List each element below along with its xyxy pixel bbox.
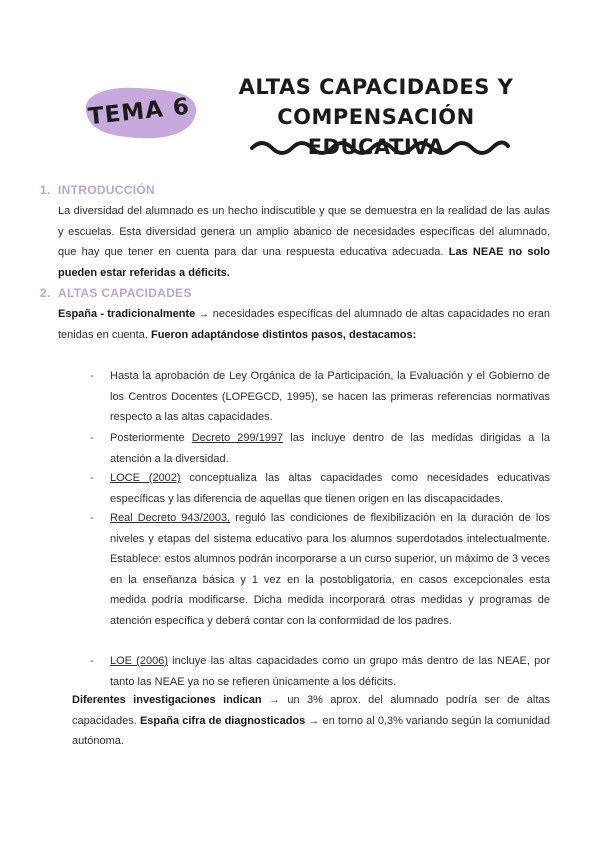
list-item-text <box>110 468 550 509</box>
intro-bold-text: Las NEAE no solo pueden estar referidas a déficits. <box>58 246 551 279</box>
law-reference: Real Decreto 943/2003, <box>110 512 231 524</box>
investigaciones-bold: Diferentes investigaciones indican <box>72 694 262 706</box>
intro-paragraph <box>58 201 550 283</box>
item-body: las incluye dentro de las medidas dirigidas a la atención a la diversidad. <box>110 432 550 465</box>
altas-intro-text: → necesidades específicas del alumnado de altas capacidades no eran tenidas en cuenta. <box>58 308 550 341</box>
item-prefix: Posteriormente <box>110 432 192 444</box>
investigaciones-text: → un 3% aprox. del alumnado podría ser de altas capacidades. <box>72 694 550 727</box>
dash-bullet: - <box>90 472 94 484</box>
diagnosticados-text: → en torno al 0,3% variando según la comunidad autónoma. <box>72 714 550 747</box>
section-heading-altas-capacidades <box>40 286 192 300</box>
diagnosticados-bold: España cifra de diagnosticados <box>139 714 306 727</box>
item-body: conceptualiza las altas capacidades como necesidades educativas específicas y las diferencia de aquellas que tienen origen en las discapacidades. <box>110 472 551 505</box>
intro-text: La diversidad del alumnado es un hecho indiscutible y que se demuestra en la realidad de las aulas y escuelas. Esta diversidad genera un amplio abanico de necesidades específicas del alumnado, que hay que tener en cuenta para dar una respuesta educativa adecuada. <box>58 205 550 258</box>
altas-intro-paragraph <box>58 304 550 345</box>
list-item-text <box>110 508 550 631</box>
section-number: 2. <box>40 286 51 300</box>
badge-label: TEMA 6 <box>86 93 192 131</box>
section-title: INTRODUCCIÓN <box>58 183 155 197</box>
section-number: 1. <box>40 183 51 197</box>
investigaciones-paragraph <box>72 690 550 752</box>
dash-bullet: - <box>90 370 94 382</box>
dash-bullet: - <box>90 655 94 667</box>
section-heading-introduccion <box>40 183 155 197</box>
law-reference: LOE (2006) <box>110 655 168 667</box>
title-line-1: ALTAS CAPACIDADES Y <box>238 75 514 99</box>
document-header <box>0 0 600 170</box>
topic-badge <box>78 82 200 142</box>
law-reference: Decreto 299/1997 <box>191 432 284 444</box>
section-title: ALTAS CAPACIDADES <box>58 286 192 300</box>
list-item-text: Hasta la aprobación de Ley Orgánica de la Participación, la Evaluación y el Gobierno de los Centros Docentes (LOPEGCD, 1995), se hacen las primeras referencias normativas respecto a las altas capacidades. <box>110 370 550 423</box>
list-item <box>90 428 550 470</box>
pasos-bold: Fueron adaptándose distintos pasos, destacamos: <box>150 328 417 341</box>
title-line-2: COMPENSACIÓN EDUCATIVA <box>277 105 475 159</box>
item-body: incluye las altas capacidades como un grupo más dentro de las NEAE, por tanto las NEAE ya no se refieren únicamente a los déficits. <box>110 655 550 688</box>
espana-bold: España - tradicionalmente <box>58 308 196 320</box>
item-body: reguló las condiciones de flexibilización en la duración de los niveles y etapas del sistema educativo para los alumnos superdotados intelectualmente. Establece: estos alumnos podrán incorporarse a un curso superior, un máximo de 3 veces en la enseñanza básica y 1 vez en la postobligatoria, en casos excepcionales esta medida podría modificarse. Dicha medida incorporará otras medidas y programas de atención específica y deberá contar con la conformidad de los padres. <box>110 512 550 627</box>
decorative-wave-line <box>250 136 510 160</box>
dash-bullet: - <box>90 512 94 524</box>
law-reference: LOCE (2002) <box>110 472 181 484</box>
list-item <box>90 508 550 652</box>
list-item <box>90 366 550 428</box>
dash-bullet: - <box>90 432 94 444</box>
list-item-text <box>110 651 550 692</box>
list-item <box>90 468 550 510</box>
list-item <box>90 651 550 693</box>
list-item-text <box>110 428 550 469</box>
